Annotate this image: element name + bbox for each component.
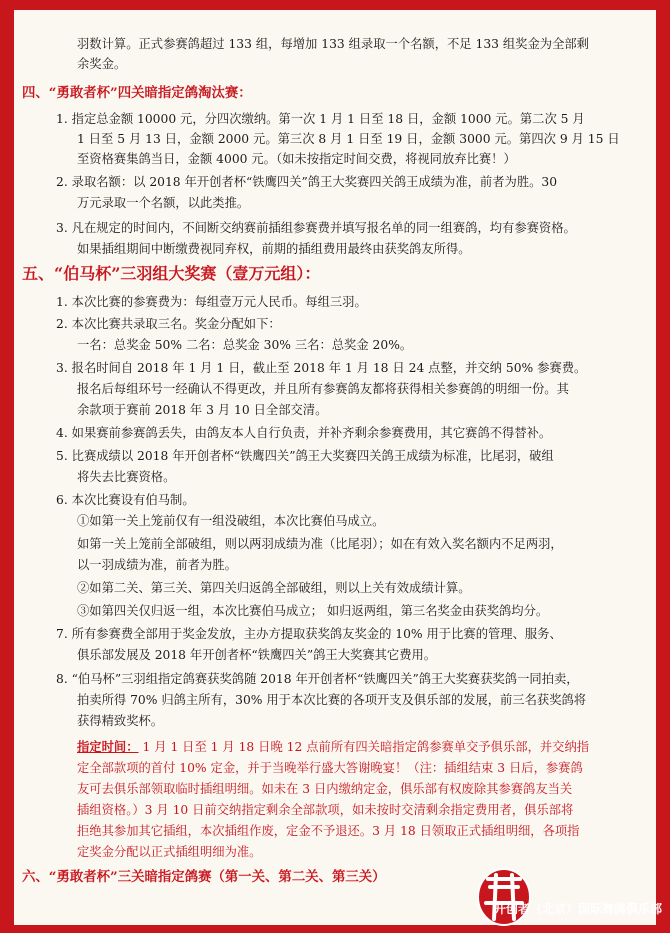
text-line [77,240,471,258]
text-span: 一名：总奖金 50% 二名：总奖金 30% 三名：总奖金 20%。 [77,338,413,352]
text-span: 报名后每组环号一经确认不得更改，并且所有参赛鸽友都将获得相关参赛鸽的明细一份。其 [77,382,569,396]
text-line [77,843,261,861]
text-line [56,447,554,465]
text-span: 四、“勇敢者杯”四关暗指定鸽淘汰赛： [22,85,252,101]
text-span: 余奖金。 [77,57,127,71]
text-span: 5. 比赛成绩以 2018 年开创者杯“铁鹰四关”鸽王大奖赛四关鸽王成绩为标准，比尾羽，破组 [56,449,554,463]
club-logo [476,865,532,927]
club-name: 开创者（北京）国际赛鸽俱乐部 [493,902,662,916]
text-span: 3. 报名时间自 2018 年 1 月 1 日，截止至 2018 年 1 月 18 日 24 点整，并交纳 50% 参赛费。 [56,361,587,375]
text-line [77,535,563,553]
text-line [77,380,569,398]
text-line [56,424,551,442]
text-span: 1 月 1 日至 1 月 18 日晚 12 点前所有四关暗指定鸽参赛单交予俱乐部，并交纳指 [142,740,590,754]
text-line [77,780,572,798]
text-line [56,110,585,128]
text-span: 友可去俱乐部领取临时插组明细。如未在 3 日内缴纳定金，俱乐部有权废除其参赛鸽友当关 [77,782,573,796]
text-span: 至资格赛集鸽当日，金额 4000 元。（如未按指定时间交费，将视同放弃比赛！） [77,152,516,166]
text-line [77,336,412,354]
text-span: 8. “伯马杯”三羽组指定鸽赛获奖鸽随 2018 年开创者杯“铁鹰四关”鸽王大奖赛获奖鸽一同拍卖， [56,672,579,686]
text-line [77,691,586,709]
section-heading [22,84,252,102]
text-span: 1. 本次比赛的参赛费为：每组壹万元人民币。每组三羽。 [56,295,367,309]
text-span: 插组资格。）3 月 10 日前交纳指定剩余全部款项，如未按时交清剩余指定费用者，俱乐部将 [77,803,574,817]
text-span: 余款项于赛前 2018 年 3 月 10 日全部交清。 [77,403,328,417]
text-line [77,822,579,840]
text-line [77,130,620,148]
text-span: ②如第二关、第三关、第四关归返鸽全部破组，则以上关有效成绩计算。 [77,581,471,595]
text-line [77,401,327,419]
text-span: ①如第一关上笼前仅有一组没破组，本次比赛伯马成立。 [77,514,385,528]
text-line [77,646,436,664]
text-span: 1. 指定总金额 10000 元，分四次缴纳。第一次 1 月 1 日至 18 日，金额 1000 元。第二次 5 月 [56,112,585,126]
section-heading [22,868,386,886]
text-span: 将失去比赛资格。 [77,470,176,484]
text-span: 以一羽成绩为准，前者为胜。 [77,558,237,572]
text-span: 4. 如果赛前参赛鸽丢失，由鸽友本人自行负责，并补齐剩余参赛费用，其它赛鸽不得替补。 [56,426,552,440]
text-line [77,194,249,212]
text-span: 6. 本次比赛设有伯马制。 [56,493,195,507]
text-line [56,219,576,237]
text-line [56,315,281,333]
kaichuangzhe-logo-icon [476,865,532,927]
text-line [56,670,579,688]
text-span: 五、“伯马杯”三羽组大奖赛（壹万元组）： [22,264,321,283]
section-heading [22,265,320,283]
text-span: 2. 录取名额：以 2018 年开创者杯“铁鹰四关”鸽王大奖赛四关鸽王成绩为准，前者为胜。30 [56,175,558,189]
text-span: 如果插组期间中断缴费视同弃权，前期的插组费用最终由获奖鸽友所得。 [77,242,471,256]
text-line [77,738,590,756]
text-span: 拒绝其参加其它插组，本次插组作废，定金不予退还。3 月 18 日领取正式插组明细，各项指 [77,824,580,838]
text-span: 羽数计算。正式参赛鸽超过 133 组，每增加 133 组录取一个名额，不足 133 组奖金为全部剩 [77,37,589,51]
text-line [77,712,163,730]
text-line [77,150,516,168]
text-line [56,359,586,377]
text-line [56,625,562,643]
text-span: 1 日至 5 月 13 日，金额 2000 元。第三次 8 月 1 日至 19 日，金额 3000 元。第四次 9 月 15 日 [77,132,620,146]
text-span: 3. 凡在规定的时间内，不间断交纳赛前插组参赛费并填写报名单的同一组赛鸽，均有参赛资格。 [56,221,576,235]
text-line [56,173,557,191]
document-page [14,10,656,925]
text-span: 获得精致奖杯。 [77,714,164,728]
text-line [56,293,367,311]
text-line [77,556,237,574]
text-line [77,468,175,486]
text-span: ③如第四关仅归返一组，本次比赛伯马成立； 如归返两组，第三名奖金由获奖鸽均分。 [77,604,549,618]
text-line [77,801,573,819]
deadline-label: 指定时间： [77,739,139,754]
text-span: 2. 本次比赛共录取三名。奖金分配如下： [56,317,281,331]
document-body [14,10,656,925]
text-line [77,35,589,53]
text-line [77,512,384,530]
text-line [77,602,548,620]
text-span: 万元录取一个名额，以此类推。 [77,196,250,210]
text-span: 六、“勇敢者杯”三关暗指定鸽赛（第一关、第二关、第三关） [22,869,386,885]
text-span: 定全部款项的首付 10% 定金，并于当晚举行盛大答谢晚宴！（注：插组结束 3 日后，参赛鸽 [77,761,583,775]
text-span: 拍卖所得 70% 归鸽主所有，30% 用于本次比赛的各项开支及俱乐部的发展，前三名获奖鸽将 [77,693,587,707]
text-line [56,491,195,509]
text-line [77,759,583,777]
text-span: 俱乐部发展及 2018 年开创者杯“铁鹰四关”鸽王大奖赛其它费用。 [77,648,437,662]
text-span: 如第一关上笼前全部破组，则以两羽成绩为准（比尾羽）；如在有效入奖名额内不足两羽， [77,537,563,551]
text-line [77,579,471,597]
text-span: 定奖金分配以正式插组明细为准。 [77,845,262,859]
text-line [77,55,126,73]
text-span: 7. 所有参赛费全部用于奖金发放，主办方提取获奖鸽友奖金的 10% 用于比赛的管理、服务、 [56,627,562,641]
